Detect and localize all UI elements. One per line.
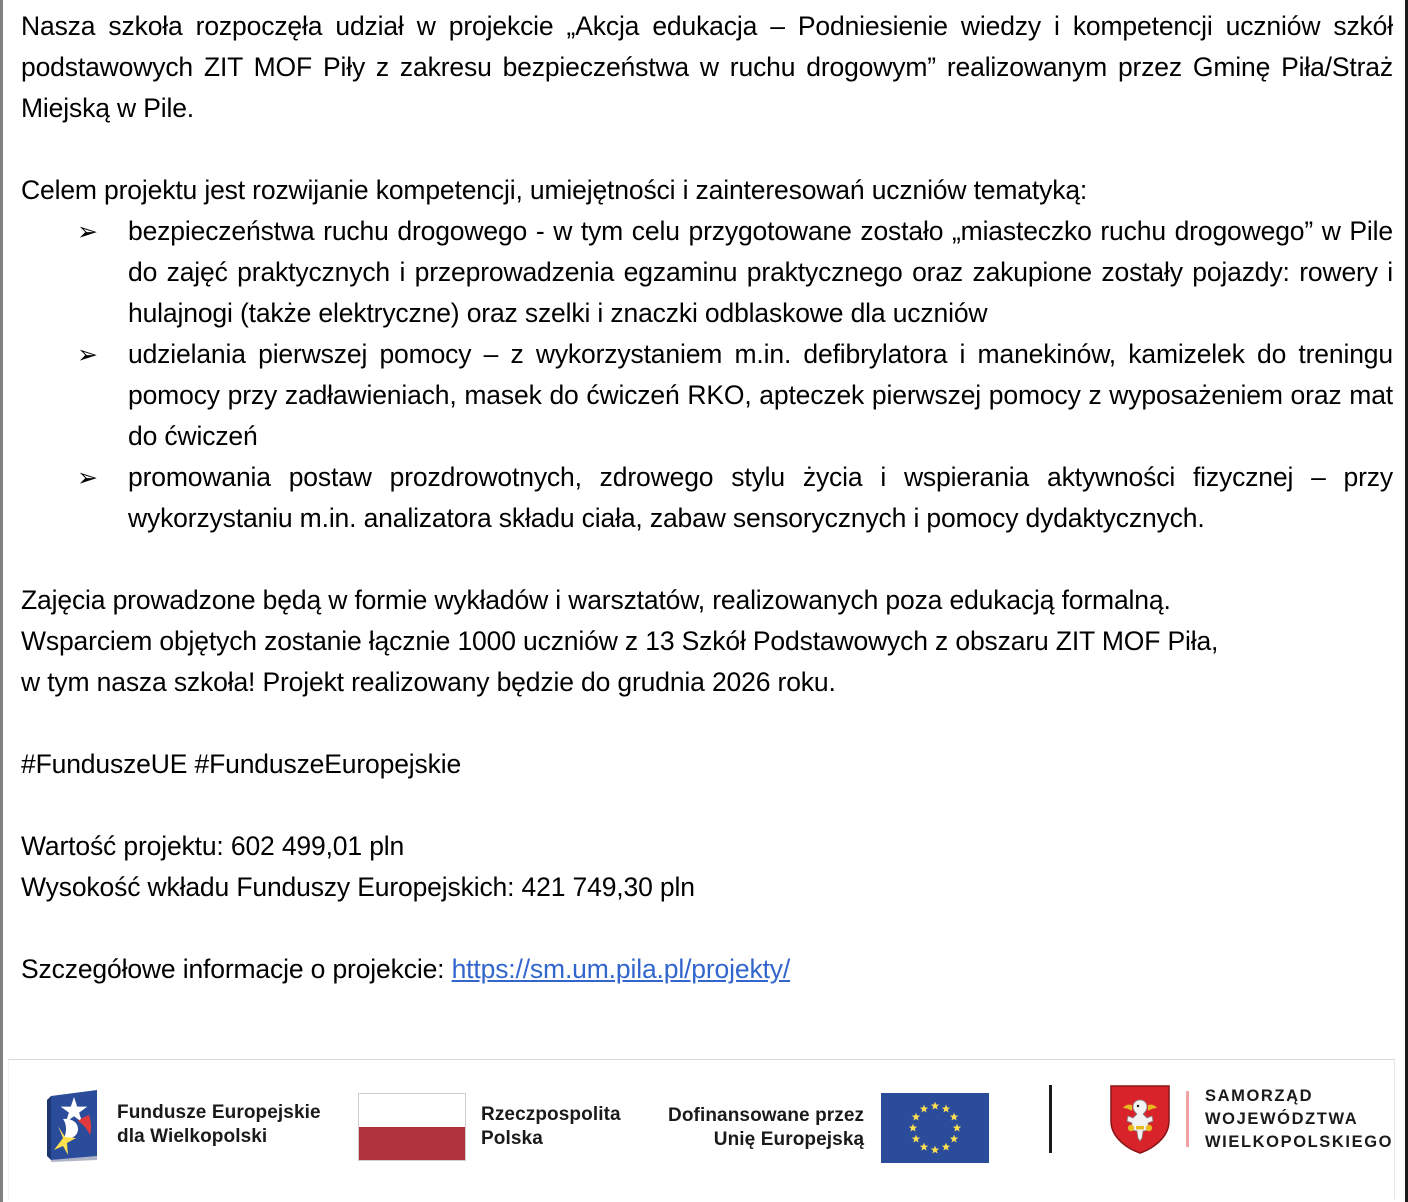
logo-unia-europejska-label	[668, 1104, 864, 1152]
eu-label-line2: Unię Europejską	[713, 1129, 865, 1150]
closing-line-1: Zajęcia prowadzone będą w formie wykładów i warsztatów, realizowanych poza edukacją formalną.	[21, 585, 1171, 615]
eu-contribution: Wysokość wkładu Funduszy Europejskich: 421 749,30 pln	[21, 872, 695, 902]
eu-label-line1: Dofinansowane przez	[668, 1105, 865, 1126]
more-info-label: Szczegółowe informacje o projekcie:	[21, 954, 452, 984]
pl-label-line1: Rzeczpospolita	[481, 1104, 621, 1125]
paragraph-spacer	[21, 539, 1393, 580]
bullet-arrow-icon: ➢	[77, 217, 98, 246]
paragraph-goal-intro: Celem projektu jest rozwijanie kompetencji, umiejętności i zainteresowań uczniów tematyką:	[21, 175, 1088, 205]
goals-list	[21, 211, 1393, 539]
poland-flag-white-band	[359, 1094, 465, 1127]
paragraph-spacer	[21, 785, 1393, 826]
logo-fundusze-europejskie-label	[117, 1101, 321, 1149]
list-item-text: udzielania pierwszej pomocy – z wykorzystaniem m.in. defibrylatora i manekinów, kamizelek do treningu pomocy przy zadławieniach, masek do ćwiczeń RKO, apteczek pierwszej pomocy z wyposażeniem oraz mat do ćwiczeń	[128, 339, 1393, 451]
poland-flag-red-band	[359, 1127, 465, 1160]
fe-label-line2: dla Wielkopolski	[117, 1126, 268, 1147]
poland-flag-icon	[358, 1093, 466, 1161]
project-details-link[interactable]: https://sm.um.pila.pl/projekty/	[451, 954, 791, 984]
sw-label-line2: WOJEWÓDZTWA	[1205, 1109, 1359, 1128]
closing-line-3: w tym nasza szkoła! Projekt realizowany będzie do grudnia 2026 roku.	[21, 667, 836, 697]
paragraph-spacer	[21, 703, 1393, 744]
project-value: Wartość projektu: 602 499,01 pln	[21, 831, 405, 861]
list-item-text: bezpieczeństwa ruchu drogowego - w tym celu przygotowane zostało „miasteczko ruchu drogowego” w Pile do zajęć praktycznych i przeprowadzenia egzaminu praktycznego oraz zakupione zostały pojazdy: rowery i hulajnogi (także elektryczne) oraz szelki i znaczki odblaskowe dla uczniów	[128, 216, 1393, 328]
list-item-text: promowania postaw prozdrowotnych, zdrowego stylu życia i wspierania aktywności fizycznej – przy wykorzystaniu m.in. analizatora składu ciała, zabaw sensorycznych i pomocy dydaktycznych.	[128, 462, 1393, 533]
paragraph-intro: Nasza szkoła rozpoczęła udział w projekcie „Akcja edukacja – Podniesienie wiedzy i kompetencji uczniów szkół podstawowych ZIT MOF Piły z zakresu bezpieczeństwa w ruchu drogowym” realizowanym przez Gminę Piła/Straż Miejską w Pile.	[21, 11, 1393, 123]
sw-label-line3: WIELKOPOLSKIEGO	[1205, 1132, 1394, 1151]
closing-line-2: Wsparciem objętych zostanie łącznie 1000 uczniów z 13 Szkół Podstawowych z obszaru ZIT MOF Piła,	[21, 626, 1219, 656]
pl-label-line2: Polska	[481, 1128, 543, 1149]
bullet-arrow-icon: ➢	[77, 340, 98, 369]
logo-accent-bar	[1186, 1091, 1189, 1147]
footer-divider	[1049, 1085, 1052, 1153]
logo-samorzad-wojewodztwa-wielkopolskiego	[1108, 1083, 1393, 1155]
sw-label-line1: SAMORZĄD	[1205, 1086, 1314, 1105]
fe-label-line1: Fundusze Europejskie	[117, 1102, 321, 1123]
bullet-arrow-icon: ➢	[77, 463, 98, 492]
document-body	[21, 6, 1393, 990]
eu-flag-icon	[881, 1093, 989, 1163]
hashtags: #FunduszeUE #FunduszeEuropejskie	[21, 749, 462, 779]
paragraph-spacer	[21, 129, 1393, 170]
wielkopolska-coat-of-arms-icon	[1108, 1083, 1172, 1155]
logo-rzeczpospolita-polska	[358, 1093, 621, 1161]
list-item	[21, 211, 1393, 334]
logo-unia-europejska	[668, 1093, 989, 1163]
logo-samorzad-label	[1205, 1085, 1393, 1154]
paragraph-spacer	[21, 908, 1393, 949]
logo-rzeczpospolita-polska-label	[481, 1103, 621, 1151]
eu-funds-star-mark-icon	[45, 1088, 103, 1162]
more-info-line	[21, 949, 1393, 990]
logo-fundusze-europejskie	[45, 1088, 321, 1162]
list-item	[21, 457, 1393, 539]
list-item	[21, 334, 1393, 457]
